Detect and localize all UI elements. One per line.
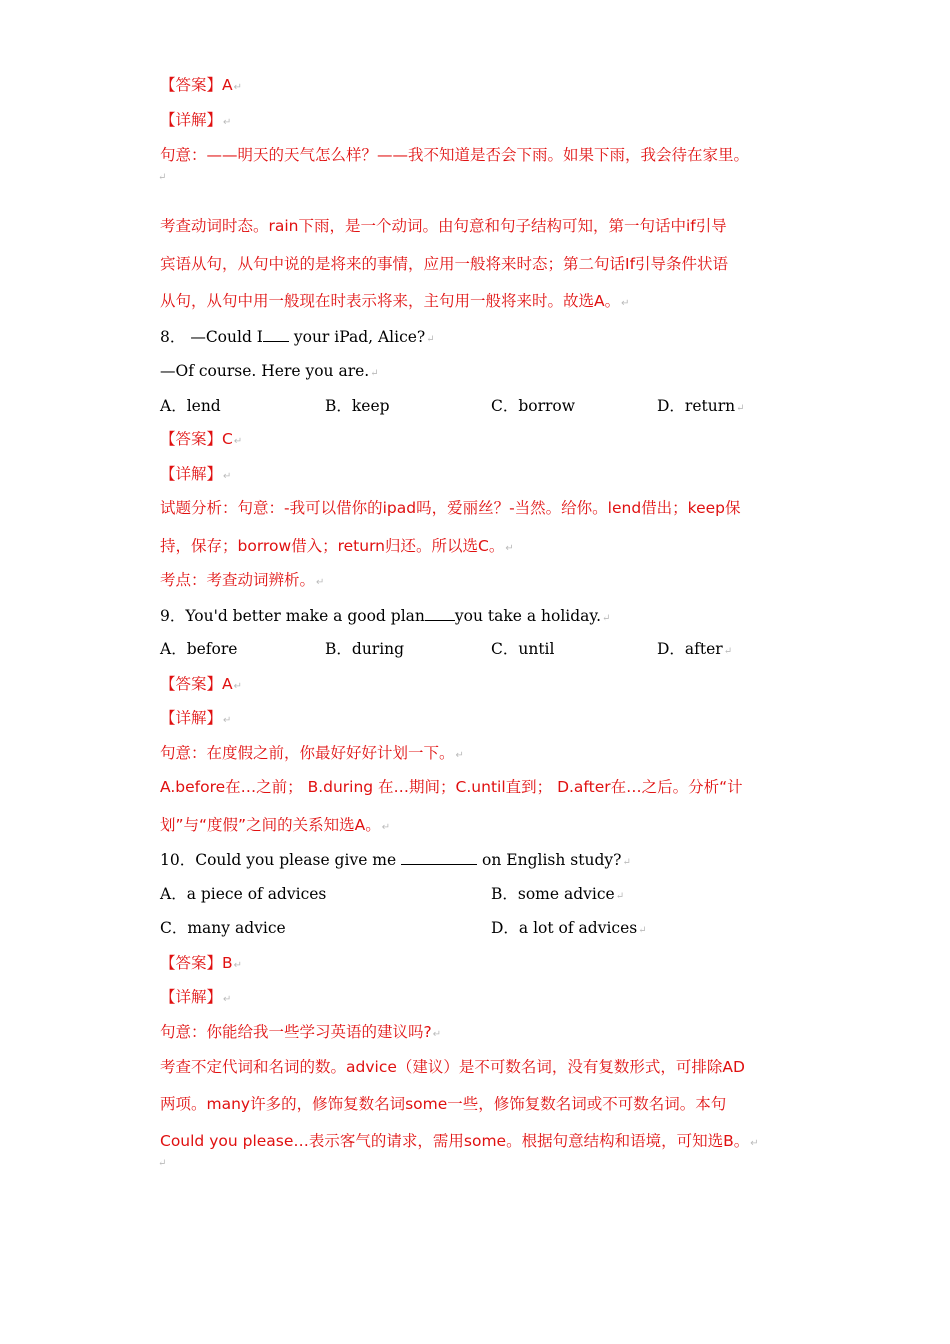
q9-option-c: C．until <box>491 640 555 658</box>
q8-reply: —Of course. Here you are.↵ <box>160 362 379 380</box>
q7-detail-heading: 【详解】↵ <box>160 111 232 129</box>
q10-option-c: C．many advice <box>160 919 286 937</box>
q7-meaning: 句意：——明天的天气怎么样？——我不知道是否会下雨。如果下雨，我会待在家里。 <box>160 146 750 164</box>
q9-detail-heading: 【详解】↵ <box>160 709 232 727</box>
q10-option-a: A．a piece of advices <box>160 885 327 903</box>
q10-meaning: 句意：你能给我一些学习英语的建议吗?↵ <box>160 1023 442 1041</box>
q8-answer: 【答案】C↵ <box>160 430 243 448</box>
q7-explanation-2: 宾语从句，从句中说的是将来的事情，应用一般将来时态；第二句话If引导条件状语 <box>160 255 729 273</box>
q8-option-b: B．keep <box>325 397 390 415</box>
q9-option-b: B．during <box>325 640 405 658</box>
q10-detail-heading: 【详解】↵ <box>160 988 232 1006</box>
q9-explanation-1: A.before在…之前； B.during 在…期间；C.until直到； D.after在…之后。分析“计 <box>160 778 743 796</box>
q10-explanation-1: 考查不定代词和名词的数。advice（建议）是不可数名词，没有复数形式，可排除AD <box>160 1058 745 1076</box>
q8-option-d: D．return↵ <box>657 397 745 415</box>
q10-stem: 10．Could you please give me on English study?↵ <box>160 851 631 869</box>
q8-stem: 8． —Could I your iPad, Alice?↵ <box>160 328 435 346</box>
q9-meaning: 句意：在度假之前，你最好好好计划一下。↵ <box>160 744 464 762</box>
q9-explanation-2: 划”与“度假”之间的关系知选A。↵ <box>160 816 391 834</box>
q8-explanation-1: 试题分析：句意：-我可以借你的ipad吗，爱丽丝？-当然。给你。lend借出；keep保 <box>160 499 741 517</box>
q8-option-c: C．borrow <box>491 397 576 415</box>
q10-explanation-2: 两项。many许多的，修饰复数名词some一些，修饰复数名词或不可数名词。本句 <box>160 1095 727 1113</box>
q10-explanation-3: Could you please…表示客气的请求，需用some。根据句意结构和语境，可知选B。↵ <box>160 1132 759 1150</box>
q7-explanation-1: 考查动词时态。rain下雨，是一个动词。由句意和句子结构可知，第一句话中if引导 <box>160 217 727 235</box>
q9-blank <box>425 605 455 621</box>
q8-exam-point: 考点：考查动词辨析。↵ <box>160 571 325 589</box>
paragraph-mark: ↵ <box>158 172 167 183</box>
q9-stem: 9．You'd better make a good plan you take a holiday.↵ <box>160 607 611 625</box>
q10-answer: 【答案】B↵ <box>160 954 243 972</box>
q9-answer: 【答案】A↵ <box>160 675 242 693</box>
q8-blank <box>263 326 289 342</box>
q9-option-a: A．before <box>160 640 238 658</box>
q8-detail-heading: 【详解】↵ <box>160 465 232 483</box>
paragraph-mark: ↵ <box>158 1158 167 1169</box>
q9-option-d: D．after↵ <box>657 640 733 658</box>
q10-option-b: B．some advice↵ <box>491 885 625 903</box>
q8-option-a: A．lend <box>160 397 221 415</box>
q10-option-d: D．a lot of advices↵ <box>491 919 647 937</box>
q10-blank <box>401 849 477 865</box>
q7-answer: 【答案】A↵ <box>160 76 242 94</box>
q7-explanation-3: 从句，从句中用一般现在时表示将来，主句用一般将来时。故选A。↵ <box>160 292 630 310</box>
q8-explanation-2: 持，保存；borrow借入；return归还。所以选C。↵ <box>160 537 514 555</box>
